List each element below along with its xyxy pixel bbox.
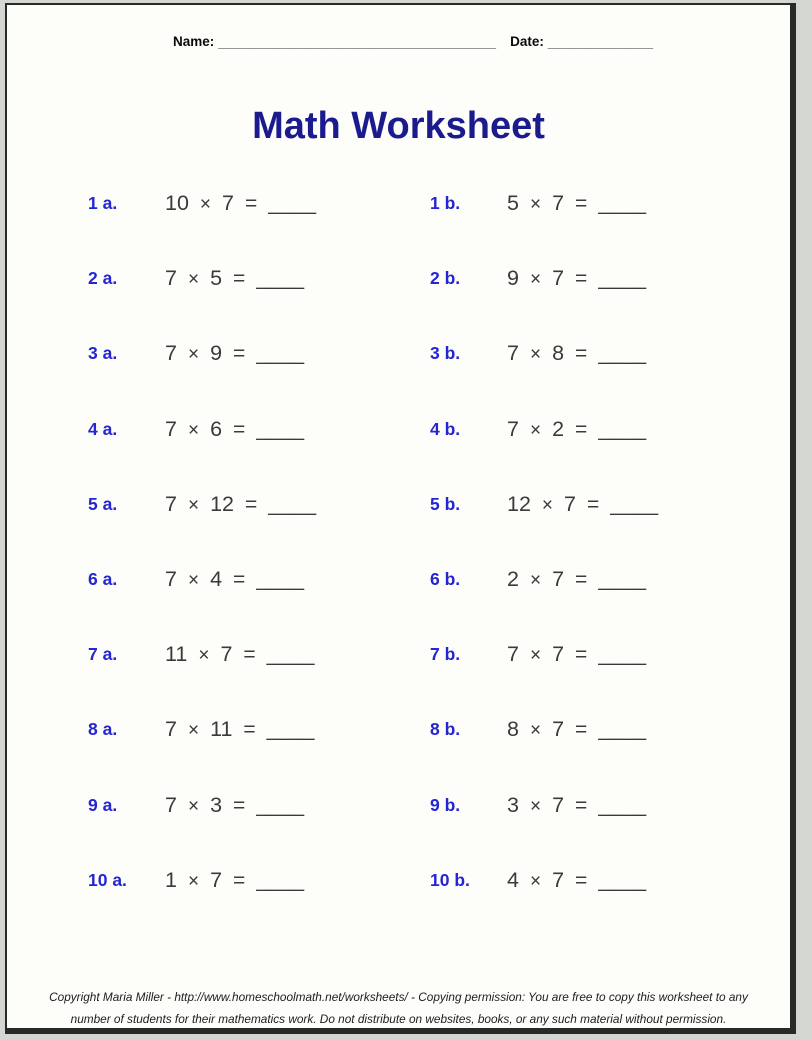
date-label: Date: xyxy=(510,34,544,49)
answer-blank: ____ xyxy=(598,642,647,667)
multiply-symbol: × xyxy=(187,570,200,591)
problem-number-label: 6 b. xyxy=(430,569,461,589)
factor-2: 8 xyxy=(552,341,565,366)
problem-expression xyxy=(507,791,646,821)
answer-blank: ____ xyxy=(268,491,317,516)
factor-1: 9 xyxy=(507,266,519,291)
equals-symbol: = xyxy=(245,492,258,516)
problem-expression xyxy=(165,415,304,445)
problem-expression xyxy=(507,490,658,520)
factor-2: 7 xyxy=(552,717,565,742)
factor-2: 5 xyxy=(210,266,223,291)
problem-expression xyxy=(507,866,646,896)
problem-number-label: 4 b. xyxy=(430,418,461,439)
multiply-symbol: × xyxy=(529,645,542,667)
factor-1: 5 xyxy=(507,191,519,215)
factor-2: 7 xyxy=(220,642,233,667)
copyright-line-2: number of students for their mathematics work. Do not distribute on websites, books, or any such material without permission. xyxy=(70,1012,727,1026)
answer-blank: ____ xyxy=(256,416,305,441)
answer-blank: ____ xyxy=(598,341,647,366)
answer-blank: ____ xyxy=(610,491,659,516)
copyright-line-1: Copyright Maria Miller - http://www.homeschoolmath.net/worksheets/ - Copying permission: You are free to copy this worksheet to any xyxy=(49,990,748,1004)
factor-2: 7 xyxy=(222,191,234,215)
factor-1: 2 xyxy=(507,567,519,591)
factor-2: 2 xyxy=(552,416,565,441)
factor-2: 7 xyxy=(552,642,565,667)
answer-blank: ____ xyxy=(256,867,305,892)
factor-2: 7 xyxy=(552,567,565,591)
problem-expression xyxy=(507,339,646,369)
multiply-symbol: × xyxy=(529,194,542,215)
multiply-symbol: × xyxy=(187,419,200,441)
name-label: Name: xyxy=(173,34,215,49)
factor-1: 7 xyxy=(165,792,177,817)
equals-symbol: = xyxy=(233,267,246,291)
factor-2: 7 xyxy=(552,191,565,215)
answer-blank: ____ xyxy=(598,867,647,892)
problem-expression xyxy=(165,339,304,369)
multiply-symbol: × xyxy=(187,795,200,817)
multiply-symbol: × xyxy=(529,269,542,291)
answer-blank: ____ xyxy=(598,717,647,742)
factor-1: 7 xyxy=(507,642,519,667)
problem-expression xyxy=(507,565,646,595)
factor-2: 11 xyxy=(210,717,233,742)
answer-blank: ____ xyxy=(266,642,315,667)
equals-symbol: = xyxy=(575,267,588,291)
factor-1: 1 xyxy=(165,867,177,892)
multiply-symbol: × xyxy=(529,344,542,366)
problem-number-label: 7 a. xyxy=(88,644,118,665)
factor-2: 3 xyxy=(210,792,223,817)
equals-symbol: = xyxy=(575,793,588,817)
equals-symbol: = xyxy=(243,718,256,742)
problem-number-label: 1 a. xyxy=(88,193,118,213)
answer-blank: ____ xyxy=(256,266,305,291)
factor-1: 10 xyxy=(165,191,189,215)
date-write-line: ______________ xyxy=(547,34,653,49)
equals-symbol: = xyxy=(575,718,588,742)
factor-1: 7 xyxy=(165,567,177,591)
problem-expression xyxy=(165,565,304,595)
answer-blank: ____ xyxy=(598,567,647,591)
problem-expression xyxy=(507,415,646,445)
multiply-symbol: × xyxy=(187,269,200,291)
multiply-symbol: × xyxy=(529,570,542,591)
multiply-symbol: × xyxy=(541,494,554,516)
name-write-line: _____________________________________ xyxy=(218,34,497,49)
factor-1: 7 xyxy=(165,266,177,291)
problem-expression xyxy=(165,490,316,520)
equals-symbol: = xyxy=(575,417,588,441)
problem-expression xyxy=(165,791,304,821)
page-title: Math Worksheet xyxy=(252,105,545,147)
problem-number-label: 9 b. xyxy=(430,794,461,815)
multiply-symbol: × xyxy=(187,720,200,742)
factor-2: 6 xyxy=(210,416,223,441)
factor-2: 7 xyxy=(552,266,565,291)
equals-symbol: = xyxy=(233,417,246,441)
problem-number-label: 2 a. xyxy=(88,268,118,289)
equals-symbol: = xyxy=(575,643,588,667)
answer-blank: ____ xyxy=(268,191,317,215)
problem-number-label: 1 b. xyxy=(430,193,461,213)
problem-expression xyxy=(507,189,646,219)
multiply-symbol: × xyxy=(187,344,200,366)
problem-number-label: 8 b. xyxy=(430,719,461,740)
multiply-symbol: × xyxy=(529,720,542,742)
problem-number-label: 10 b. xyxy=(430,869,470,890)
problem-expression xyxy=(507,264,646,294)
multiply-symbol: × xyxy=(187,494,200,516)
problem-expression xyxy=(165,189,316,219)
equals-symbol: = xyxy=(575,342,588,366)
factor-2: 7 xyxy=(564,491,576,516)
multiply-symbol: × xyxy=(529,795,542,817)
equals-symbol: = xyxy=(575,192,588,215)
multiply-symbol: × xyxy=(529,419,542,441)
factor-2: 7 xyxy=(210,867,223,892)
factor-2: 9 xyxy=(210,341,223,366)
answer-blank: ____ xyxy=(266,717,315,742)
equals-symbol: = xyxy=(575,868,588,892)
answer-blank: ____ xyxy=(256,792,305,817)
problem-expression xyxy=(507,715,646,745)
factor-1: 4 xyxy=(507,867,519,892)
factor-2: 7 xyxy=(552,867,565,892)
equals-symbol: = xyxy=(245,192,258,215)
factor-1: 12 xyxy=(507,491,531,516)
answer-blank: ____ xyxy=(598,266,647,291)
factor-1: 8 xyxy=(507,717,519,742)
problem-expression xyxy=(165,264,304,294)
problem-number-label: 10 a. xyxy=(88,869,127,890)
equals-symbol: = xyxy=(233,568,246,591)
answer-blank: ____ xyxy=(598,792,647,817)
problem-number-label: 3 b. xyxy=(430,343,461,364)
equals-symbol: = xyxy=(233,868,246,892)
problem-number-label: 5 a. xyxy=(88,493,118,514)
factor-2: 12 xyxy=(210,491,234,516)
problem-expression xyxy=(165,640,315,670)
equals-symbol: = xyxy=(233,793,246,817)
multiply-symbol: × xyxy=(187,870,200,892)
equals-symbol: = xyxy=(233,342,246,366)
problem-expression xyxy=(165,715,315,745)
problem-number-label: 2 b. xyxy=(430,268,461,289)
factor-1: 7 xyxy=(507,416,519,441)
answer-blank: ____ xyxy=(598,416,647,441)
copyright-footer xyxy=(7,986,790,1030)
factor-1: 7 xyxy=(165,416,177,441)
problem-number-label: 6 a. xyxy=(88,569,118,589)
problems-grid xyxy=(7,5,790,1028)
problem-number-label: 7 b. xyxy=(430,644,461,665)
problem-number-label: 4 a. xyxy=(88,418,118,439)
answer-blank: ____ xyxy=(598,191,647,215)
factor-2: 4 xyxy=(210,567,223,591)
equals-symbol: = xyxy=(587,492,600,516)
equals-symbol: = xyxy=(243,643,256,667)
problem-expression xyxy=(165,866,304,896)
factor-1: 11 xyxy=(165,642,188,667)
problem-number-label: 5 b. xyxy=(430,493,461,514)
multiply-symbol: × xyxy=(199,194,212,215)
factor-1: 7 xyxy=(165,491,177,516)
answer-blank: ____ xyxy=(256,341,305,366)
problem-number-label: 9 a. xyxy=(88,794,118,815)
multiply-symbol: × xyxy=(198,645,210,667)
answer-blank: ____ xyxy=(256,567,305,591)
multiply-symbol: × xyxy=(529,870,542,892)
problem-number-label: 3 a. xyxy=(88,343,118,364)
factor-2: 7 xyxy=(552,792,565,817)
equals-symbol: = xyxy=(575,568,588,591)
factor-1: 3 xyxy=(507,792,519,817)
worksheet-page xyxy=(5,3,796,1034)
problem-expression xyxy=(507,640,646,670)
factor-1: 7 xyxy=(165,341,177,366)
factor-1: 7 xyxy=(507,341,519,366)
factor-1: 7 xyxy=(165,717,177,742)
problem-number-label: 8 a. xyxy=(88,719,118,740)
